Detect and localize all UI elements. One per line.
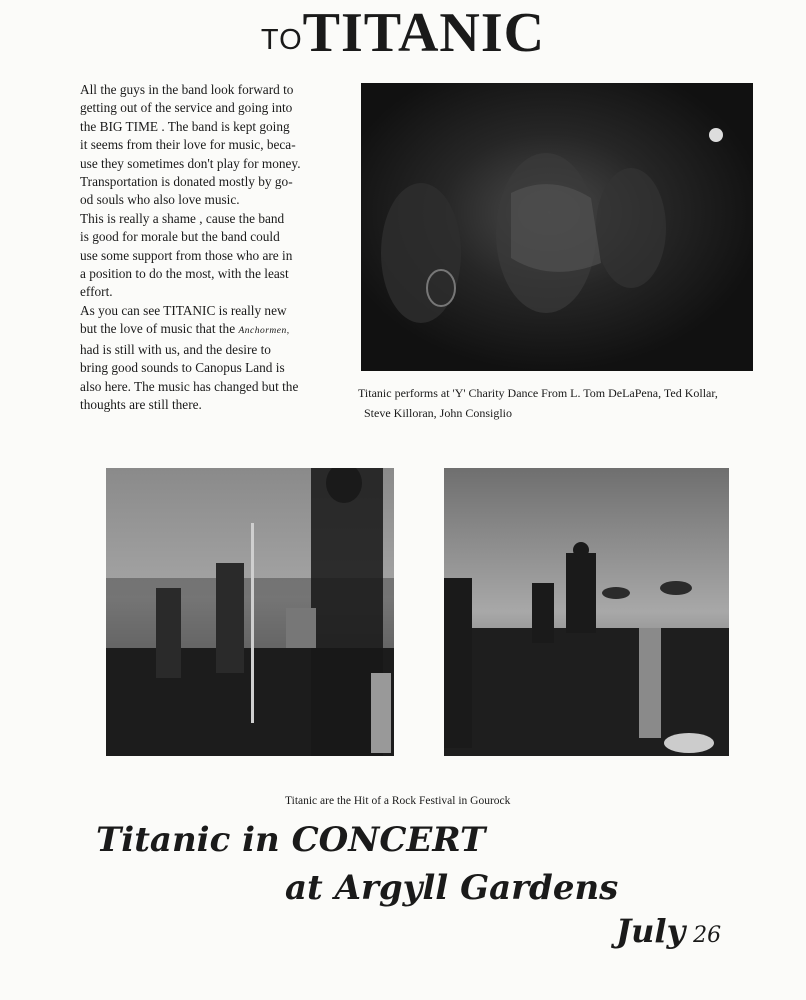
article-line: thoughts are still there. [80,396,202,412]
article-line-text: but the love of music that the [80,321,236,337]
concert-day: 26 [693,923,722,948]
article-line: All the guys in the band look forward to [80,82,294,97]
festival-caption: Titanic are the Hit of a Rock Festival in Gourock [285,795,511,807]
concert-month: July [616,912,686,950]
article-line: a position to do the most, with the least [80,266,289,282]
anchormen-word: Anchormen, [238,326,290,337]
concert-date [616,912,721,950]
photo-festival-right [444,468,729,756]
headline [0,2,806,64]
headline-title: TITANIC [302,2,546,64]
article-line: effort. [80,284,113,300]
concert-line1: Titanic in CONCERT [96,820,486,860]
article-line [80,320,355,340]
article-line: getting out of the service and going into [80,100,293,116]
photo-top-caption-line1: Titanic performs at 'Y' Charity Dance From L. Tom DeLaPena, Ted Kollar, [358,386,718,400]
article-line: od souls who also love music. [80,192,240,208]
headline-prefix: TO [260,24,303,56]
article-line: is good for morale but the band could [80,229,280,245]
article-line: the BIG TIME . The band is kept going [80,118,290,134]
article-text [80,81,355,414]
article-line: also here. The music has changed but the [80,378,299,394]
article-line: use they sometimes don't play for money. [80,155,301,171]
article-line: As you can see TITANIC is really new [80,302,287,318]
article-line: it seems from their love for music, beca- [80,137,296,153]
article-line: bring good sounds to Canopus Land is [80,360,285,376]
photo-festival-left [106,468,394,756]
photo-charity-dance [361,83,753,371]
concert-line2: at Argyll Gardens [285,868,619,908]
photo-top-caption-line2: Steve Killoran, John Consiglio [364,406,512,420]
article-line: Transportation is donated mostly by go- [80,174,293,190]
article-line: This is really a shame , cause the band [80,210,285,226]
article-line: had is still with us, and the desire to [80,341,271,357]
article-line: use some support from those who are in [80,247,293,263]
